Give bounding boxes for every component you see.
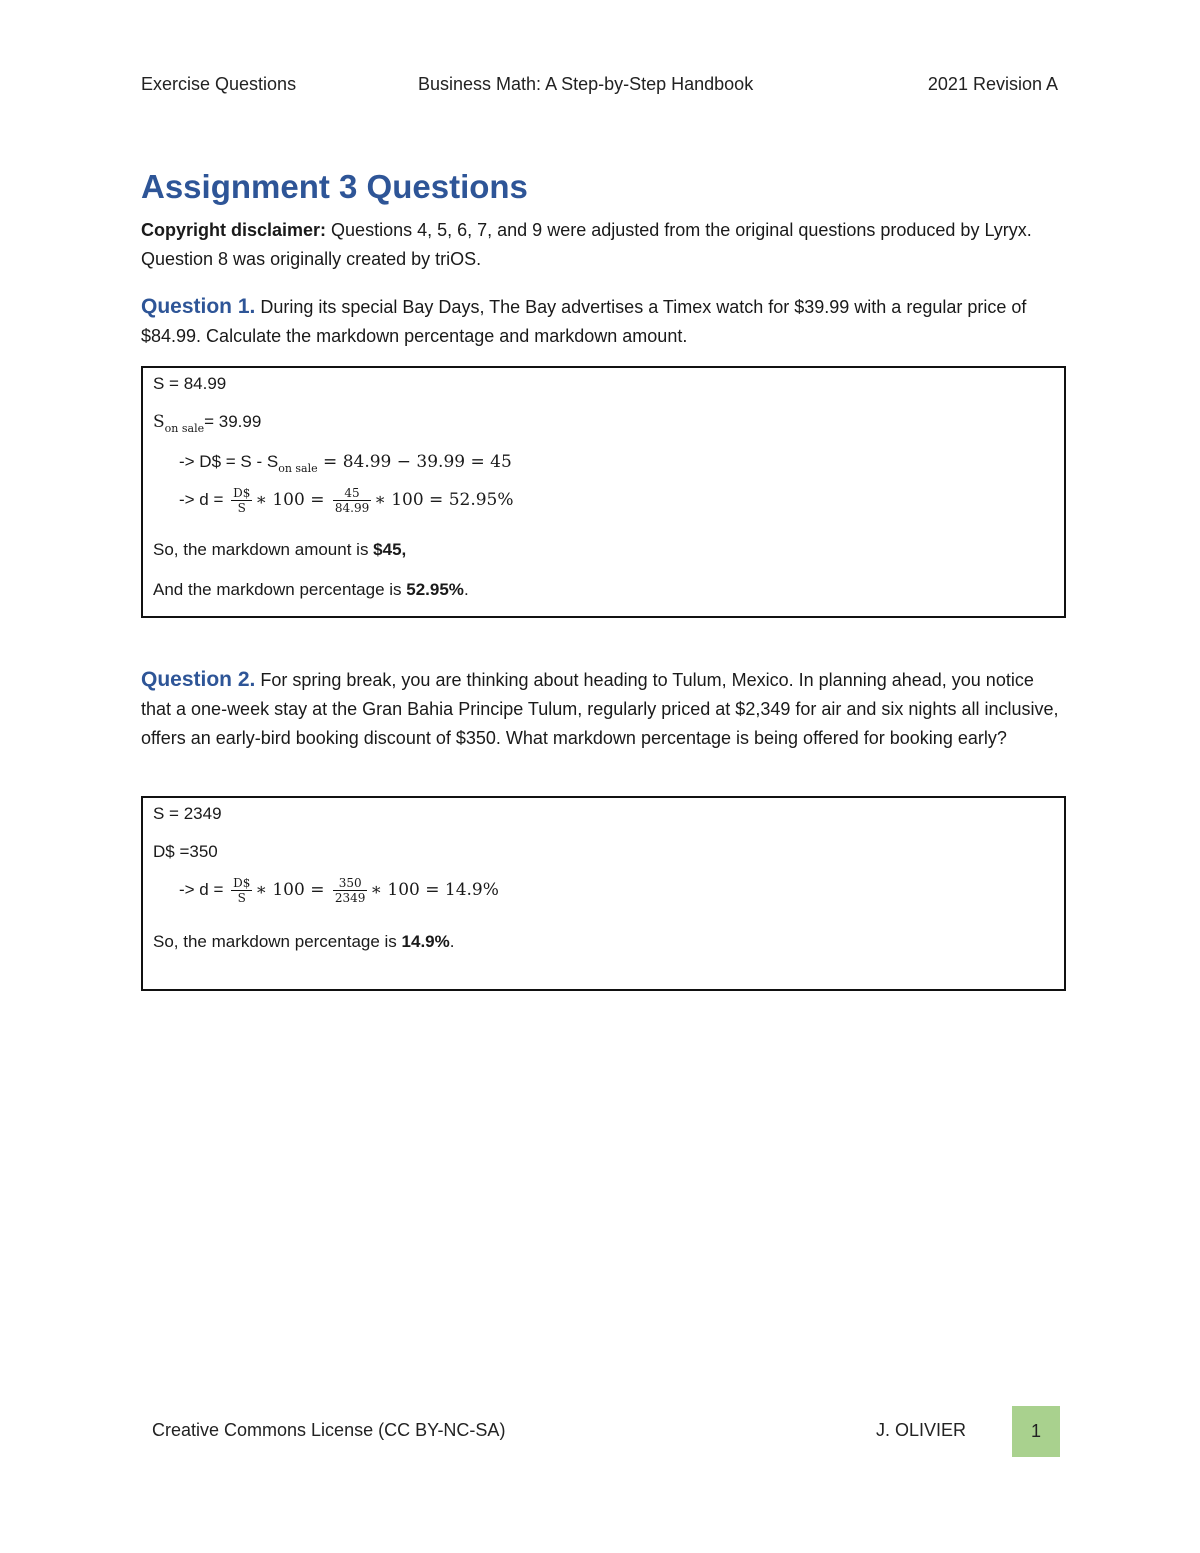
question-2-solution-box [141, 796, 1066, 991]
copyright-disclaimer [141, 216, 1061, 274]
q2-fraction-2: $\frac{350}{2349}$ [334, 876, 366, 905]
page-title: Assignment 3 Questions [141, 168, 528, 205]
q2-line-percentage-answer: So, the markdown percentage is 14.9%. [153, 932, 455, 951]
disclaimer-text: Questions 4, 5, 6, 7, and 9 were adjusted from the original questions produced by Lyryx. Question 8 was originally created by triOS. [141, 220, 1032, 269]
header-right: 2021 Revision A [927, 74, 1058, 94]
question-2-text: For spring break, you are thinking about heading to Tulum, Mexico. In planning ahead, you notice that a one-week stay at the Gran Bahia Principe Tulum, regularly priced at $2,349 for air and six nights all inclusive, offers an early-bird booking discount of $350. What markdown percentage is being offered for booking early? [141, 670, 1059, 748]
q1-line-markdown-amount: -> D$ = $S - S_{on sale} = 84.99 - 39.99 = 45$ [179, 452, 512, 475]
header-left: Exercise Questions [141, 74, 297, 94]
question-2-label: Question 2. [141, 668, 256, 691]
q1-line-markdown-rate: -> d = $\frac{D\$}{S}$ ∗ 100 = $\frac{45}{84.99}$ ∗ 100 = 52.95% [179, 486, 514, 515]
q1-line-price: S = 84.99 [153, 374, 227, 393]
q2-line-markdown-rate: -> d = $\frac{D\$}{S}$ ∗ 100 = $\frac{350}{2349}$ ∗ 100 = 14.9% [179, 876, 499, 905]
header-center: Business Math: A Step-by-Step Handbook [418, 74, 754, 94]
q1-line-sale-price: $S_{on sale}= 39.99$ [153, 412, 262, 435]
q2-line-discount: D$ =350 [153, 842, 218, 861]
question-1 [141, 292, 1061, 351]
q2-line-price: S = 2349 [153, 804, 222, 823]
q2-fraction-1: $\frac{D\$}{S}$ [233, 876, 251, 905]
footer-license: Creative Commons License (CC BY-NC-SA) [152, 1420, 506, 1440]
page-number: 1 [1030, 1421, 1041, 1441]
page-number-badge [1012, 1406, 1060, 1457]
question-1-text: During its special Bay Days, The Bay advertises a Timex watch for $39.99 with a regular price of $84.99. Calculate the markdown percentage and markdown amount. [141, 297, 1027, 346]
q1-line-percentage-answer: And the markdown percentage is 52.95%. [153, 580, 469, 599]
q1-fraction-2: $\frac{45}{84.99}$ [334, 486, 370, 515]
q1-fraction-1: $\frac{D\$}{S}$ [233, 486, 251, 515]
q1-line-amount-answer: So, the markdown amount is $45, [153, 540, 407, 559]
footer-author: J. OLIVIER [876, 1420, 967, 1440]
disclaimer-label: Copyright disclaimer: [141, 220, 327, 240]
question-1-label: Question 1. [141, 295, 256, 318]
question-1-solution-box [141, 366, 1066, 618]
question-2 [141, 665, 1061, 753]
